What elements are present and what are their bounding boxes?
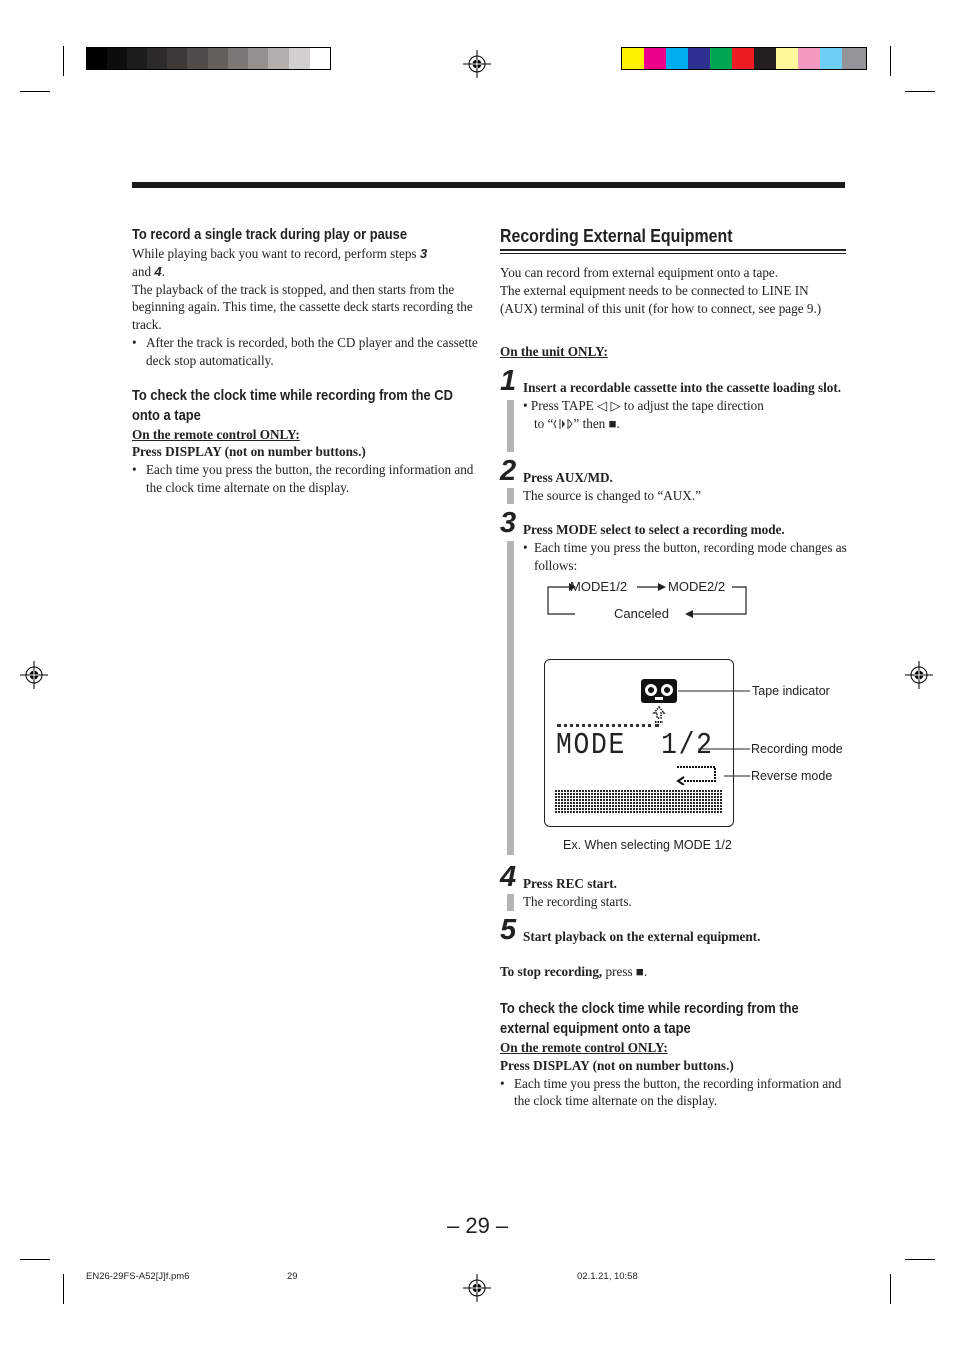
section-title: Recording External Equipment [500, 225, 733, 246]
color-swatch [798, 48, 820, 69]
step-number-5: 5 [500, 914, 517, 946]
callout-reverse-mode: Reverse mode [751, 769, 833, 783]
color-swatch [666, 48, 688, 69]
gray-swatch [107, 48, 127, 69]
mode-2-label: MODE2/2 [668, 579, 726, 594]
registration-mark-icon [463, 1274, 491, 1302]
paragraph: The playback of the track is stopped, and then starts from the beginning again. This time, the cassette deck starts recording the track. [132, 281, 473, 333]
callout-lines [650, 680, 755, 790]
footer-page-ref: 29 [287, 1271, 298, 1282]
text: and [132, 263, 155, 279]
canceled-label: Canceled [614, 606, 669, 621]
gray-swatch [228, 48, 248, 69]
color-swatch [688, 48, 710, 69]
color-swatch [622, 48, 644, 69]
registration-mark-icon [20, 661, 48, 689]
text: Press TAPE ◁ ▷ to adjust the tape direction [530, 397, 764, 413]
gray-swatch [268, 48, 289, 69]
color-swatch [842, 48, 866, 69]
gray-swatch [208, 48, 228, 69]
bullet-item: • After the track is recorded, both the CD player and the cassette deck stop automatically. [132, 334, 482, 370]
remote-only-label: On the remote control ONLY: [500, 1040, 668, 1055]
lcd-dot-matrix-row [555, 790, 723, 814]
step-title: Press AUX/MD. [523, 470, 613, 485]
gray-swatch [289, 48, 310, 69]
step-text: The source is changed to “AUX.” [523, 487, 701, 503]
step-text: The recording starts. [523, 893, 632, 909]
mode-1-label: MODE1/2 [570, 579, 628, 594]
paragraph [132, 245, 482, 281]
heading-check-clock-ext: To check the clock time while recording from the external equipment onto a tape [500, 1000, 799, 1037]
color-swatch [776, 48, 798, 69]
step-number-3: 3 [500, 507, 517, 539]
crop-mark [905, 1259, 935, 1260]
step-bar [507, 400, 514, 452]
press-display-instruction: Press DISPLAY (not on number buttons.) [500, 1057, 734, 1073]
text: . [161, 263, 165, 279]
step-ref: 4 [154, 263, 162, 279]
gray-swatch [310, 48, 330, 69]
color-swatch [754, 48, 776, 69]
callout-tape-indicator: Tape indicator [752, 684, 830, 698]
gray-swatch [248, 48, 268, 69]
footer-date: 02.1.21, 10:58 [577, 1271, 638, 1282]
gray-swatch [147, 48, 167, 69]
text: ” then ■. [573, 415, 620, 431]
heading-check-clock-cd: To check the clock time while recording from the CD onto a tape [132, 386, 453, 424]
text: While playing back you want to record, perform steps [132, 246, 420, 261]
step-title: Start playback on the external equipment. [523, 929, 761, 944]
footer-file-name: EN26-29FS-A52[J]f.pm6 [86, 1271, 190, 1282]
step-title: Press REC start. [523, 876, 617, 891]
color-swatch [732, 48, 754, 69]
step-4 [523, 875, 848, 911]
crop-mark [63, 46, 64, 76]
callout-recording-mode: Recording mode [751, 742, 843, 756]
title-rule [500, 253, 846, 254]
text: to “ [534, 415, 554, 431]
registration-mark-icon [905, 661, 933, 689]
color-swatch [710, 48, 732, 69]
gray-swatch [187, 48, 208, 69]
intro-line: The external equipment needs to be connected to LINE IN (AUX) terminal of this unit (for how to connect, see page 9.) [500, 282, 822, 316]
bullet-item: • Press TAPE ◁ ▷ to adjust the tape direction [523, 397, 764, 413]
crop-mark [63, 1274, 64, 1304]
record-direction-icon [553, 418, 573, 430]
step-number-4: 4 [500, 861, 517, 893]
gray-swatch [87, 48, 107, 69]
color-swatch [820, 48, 842, 69]
figure-caption: Ex. When selecting MODE 1/2 [563, 838, 732, 852]
title-rule [500, 249, 846, 251]
step-title: Insert a recordable cassette into the cassette loading slot. [523, 380, 842, 395]
unit-only-label: On the unit ONLY: [500, 344, 608, 359]
registration-mark-icon [463, 50, 491, 78]
bullet-item: • Each time you press the button, recording mode changes as follows: [523, 539, 848, 575]
intro [500, 264, 848, 317]
right-remote-block [500, 1039, 848, 1110]
remote-only-label: On the remote control ONLY: [132, 426, 300, 442]
step-1 [523, 379, 848, 432]
step-3 [523, 521, 848, 574]
process-color-bar [621, 47, 867, 70]
gray-color-bar [86, 47, 331, 70]
crop-mark [905, 91, 935, 92]
bullet-item [523, 415, 848, 433]
step-number-1: 1 [500, 365, 517, 397]
crop-mark [890, 46, 891, 76]
page-number: – 29 – [447, 1213, 509, 1238]
step-title: Press MODE select to select a recording mode. [523, 522, 785, 537]
press-display-instruction: Press DISPLAY (not on number buttons.) [132, 444, 366, 460]
step-bar [507, 894, 514, 911]
top-rule [132, 182, 845, 188]
crop-mark [20, 91, 50, 92]
color-swatch [644, 48, 666, 69]
stop-label: To stop recording, [500, 964, 603, 979]
heading-single-track: To record a single track during play or pause [132, 226, 408, 243]
stop-text: press ■. [602, 964, 648, 979]
recording-mode-display: MODE 1/2 [556, 728, 714, 763]
crop-mark [20, 1259, 50, 1260]
intro-line: You can record from external equipment onto a tape. [500, 265, 779, 280]
stop-recording [500, 963, 647, 981]
step-ref: 3 [419, 246, 428, 261]
bullet-item: • Each time you press the button, the recording information and the clock time alternate on the display. [500, 1075, 848, 1111]
crop-mark [890, 1274, 891, 1304]
bullet-item: • Each time you press the button, the recording information and the clock time alternate on the display. [132, 461, 482, 497]
step-bar [507, 488, 514, 504]
step-2 [523, 469, 848, 505]
step-number-2: 2 [500, 455, 517, 487]
lcd-dotted-line [557, 724, 659, 727]
gray-swatch [127, 48, 147, 69]
left-column [132, 226, 482, 497]
step-bar [507, 541, 514, 855]
step-5 [523, 928, 848, 946]
gray-swatch [167, 48, 187, 69]
